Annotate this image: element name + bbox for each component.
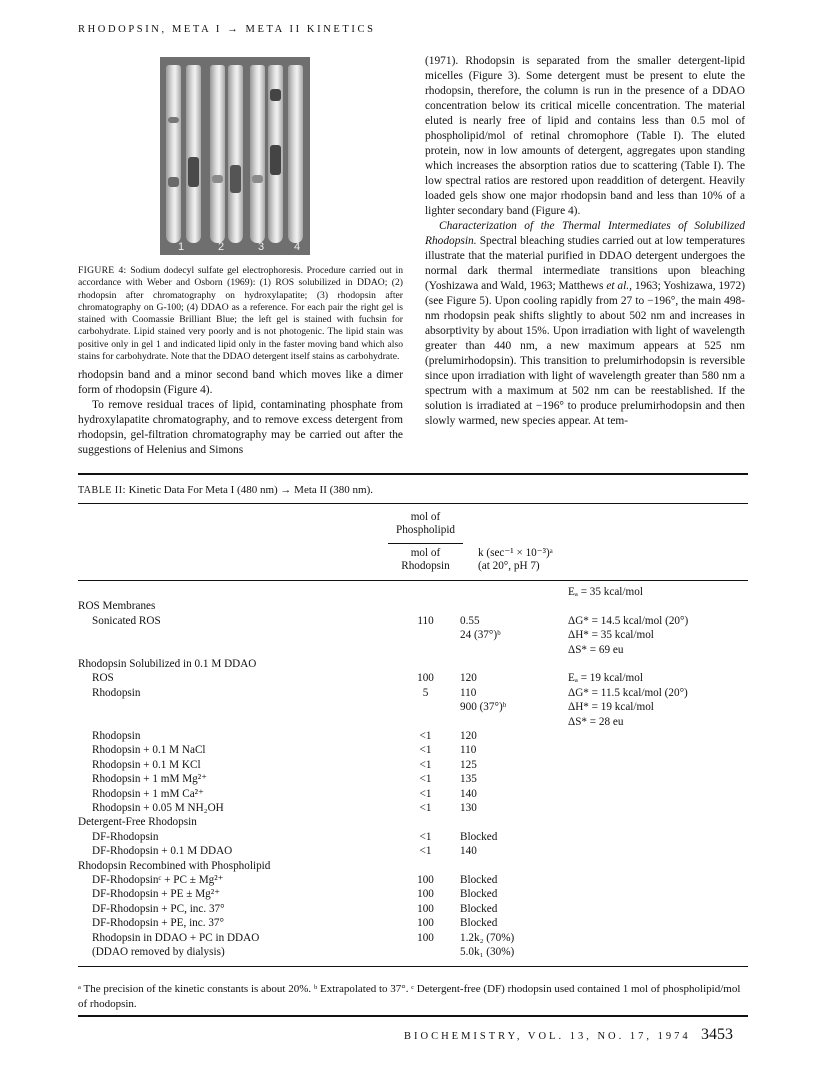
table-cell-c2: <1 <box>419 730 432 742</box>
table-cell-c3: Blocked <box>460 917 498 930</box>
table-cell-c1: Rhodopsin + 0.1 M NaCl <box>92 744 206 757</box>
table-cell-c1: DF-Rhodopsin + PE, inc. 37° <box>92 917 224 930</box>
table-cell-c4: ΔH* = 35 kcal/mol <box>568 629 654 642</box>
table-rule <box>78 503 748 504</box>
table-row <box>78 672 748 685</box>
table-cell-c1: (DDAO removed by dialysis) <box>92 946 225 958</box>
table-row <box>78 860 748 873</box>
paragraph: To remove residual traces of lipid, contaminating phosphate from hydroxylapatite chromatography, and to remove excess detergent from rhodopsin, gel-filtration chromatography may be carried out after the suggestions of Helenius and Simons <box>78 399 403 456</box>
lane-label: 4 <box>294 241 301 253</box>
table-row <box>78 816 748 829</box>
table-cell-c3: 900 (37°)ᵇ <box>460 701 507 714</box>
right-column-text <box>425 54 745 429</box>
table-footnote: ᵃ The precision of the kinetic constants is about 20%. ᵇ Extrapolated to 37°. ᶜ Detergent-free (DF) rhodopsin used contained 1 mol of phospholipid/mol of rhodopsin. <box>78 983 741 1010</box>
table-cell-c2: 100 <box>417 917 434 930</box>
gel-tube <box>186 65 201 243</box>
caption-text: Sodium dodecyl sulfate gel electrophoresis. Procedure carried out in accordance with Weber and Osborn (1969): (1) ROS solubilized in DDAO; (2) rhodopsin after chromatography on hydroxylapatite; (3) rhodopsin after chromatography on G-100; (4) DDAO as a reference. For each pair the right gel is stained with Coomassie Brilliant Blue; the left gel is stained with fuchsin for carbohydrate. Lipid stained very poorly and is not photogenic. The lipid stain was positive only in gel 1 and indicated lipid only in the faster moving band which also stains for carbohydrate. Note that the DDAO detergent itself stains as carbohydrate. <box>78 265 403 363</box>
paragraph-text: Spectral bleaching studies carried out at low temperatures illustrate that the material purified in DDAO detergent undergoes the normal dark thermal intermediate transitions upon bleaching (Yoshizawa and Wald, 1963; Matthews <box>425 235 745 292</box>
header-cell: (at 20°, pH 7) <box>478 560 540 572</box>
table-cell-c1: DF-Rhodopsin + 0.1 M DDAO <box>92 845 233 858</box>
table-row <box>78 802 748 815</box>
table-cell-c4: Eₐ = 35 kcal/mol <box>568 586 643 598</box>
table-row <box>78 946 748 959</box>
running-head: RHODOPSIN, META I → META II KINETICS <box>78 24 376 35</box>
table-row <box>78 773 748 786</box>
header-cell: k (sec⁻¹ × 10⁻³)ᵃ <box>478 547 553 559</box>
table-cell-c1: Rhodopsin + 0.05 M NH₂OH <box>92 802 224 814</box>
paragraph <box>425 219 745 429</box>
table-cell-c3: 135 <box>460 773 477 786</box>
table-row <box>78 658 748 671</box>
table-cell-c3: 120 <box>460 730 477 742</box>
table-top-rule <box>78 473 748 475</box>
table-cell-c2: 100 <box>417 888 434 901</box>
gel-tube <box>166 65 181 243</box>
table-row <box>78 687 748 700</box>
table-cell-c2: <1 <box>419 773 432 786</box>
table-row <box>78 932 748 945</box>
table-cell-c2: <1 <box>419 744 432 757</box>
table-cell-c2: <1 <box>419 758 432 771</box>
table-cell-c2: <1 <box>419 802 432 814</box>
table-cell-c2: 100 <box>417 902 434 915</box>
table-row <box>78 845 748 858</box>
table-cell-c3: 140 <box>460 845 477 858</box>
paragraph: rhodopsin band and a minor second band which moves like a dimer form of rhodopsin (Figure 4). <box>78 369 403 396</box>
table-cell-c1: DF-Rhodopsin + PE ± Mg²⁺ <box>92 888 221 901</box>
section-heading: Characterization of the Thermal Intermediates of Solubilized Rhodopsin. <box>425 220 745 247</box>
table-cell-c1: ROS <box>92 672 114 685</box>
table-cell-c1: DF-Rhodopsin + PC, inc. 37° <box>92 902 225 915</box>
table-title <box>78 484 373 496</box>
table-row <box>78 644 748 657</box>
table-cell-c4: ΔS* = 69 eu <box>568 643 624 656</box>
table-cell-c2: 100 <box>417 874 434 886</box>
table-cell-c3: Blocked <box>460 830 498 843</box>
table-cell-c1: ROS Membranes <box>78 600 156 613</box>
table-cell-c3: 24 (37°)ᵇ <box>460 629 501 642</box>
gel-tube <box>228 65 243 243</box>
table-header <box>78 511 748 581</box>
table-row <box>78 831 748 844</box>
table-row <box>78 701 748 714</box>
table-cell-c1: DF-Rhodopsinᶜ + PC ± Mg²⁺ <box>92 874 224 886</box>
table-row <box>78 917 748 930</box>
table-cell-c3: 120 <box>460 672 477 685</box>
table-cell-c2: 5 <box>422 686 429 699</box>
table-cell-c3: 110 <box>460 744 477 757</box>
table-cell-c3: Blocked <box>460 874 498 886</box>
gel-tube <box>268 65 283 243</box>
table-cell-c3: Blocked <box>460 888 498 901</box>
table-body <box>78 586 748 966</box>
table-cell-c3: 140 <box>460 787 477 800</box>
paragraph-text: 1963; Yoshizawa, 1972) (see Figure 5). Upon cooling rapidly from 27 to −196°, the main 498-nm rhodopsin peak shifts slightly to about 502 nm and increases in absorptivity by about 15%. Upon irradiation with light of wavelength greater than 440 nm, a new maximum appears at 525 nm (prelumirhodopsin). This transition to prelumirhodopsin is reversible since upon irradiation with light of wavelength greater than 580 nm a spectrum with a maximum at 502 nm can be reestablished. If the solution is irradiated at −196° to produce prelumirhodopsin and then slowly warmed, new species appear. At tem- <box>425 280 745 427</box>
table-row <box>78 874 748 887</box>
table-cell-c1: Rhodopsin Recombined with Phospholipid <box>78 859 271 872</box>
page-number: 3453 <box>701 1026 733 1043</box>
table-row <box>78 615 748 628</box>
paragraph: (1971). Rhodopsin is separated from the smaller detergent-lipid micelles (Figure 3). Some detergent must be present to elute the rhodopsin, therefore, the column is run in the presence of a DDAO concentration below its critical micelle concentration. The material eluted is nearly free of lipid and contains less than 0.5 mol of phospholipid/mol of retinal chromophore (Table I). The eluted protein, now in low amounts of detergent, aggregates upon standing which increases the absorption ratios due to scattering (Table I). The low spectral ratios are restored upon readdition of detergent. Heavily loaded gels show one major rhodopsin band and less than 10% of a lighter secondary band (Figure 4). <box>425 55 745 217</box>
table-cell-c4: ΔG* = 14.5 kcal/mol (20°) <box>568 614 689 627</box>
table-cell-c1: Detergent-Free Rhodopsin <box>78 816 197 829</box>
table-cell-c3: 125 <box>460 758 477 771</box>
lane-label: 1 <box>178 241 185 253</box>
journal-footer: BIOCHEMISTRY, VOL. 13, NO. 17, 1974 <box>404 1031 691 1042</box>
table-cell-c3: Blocked <box>460 902 498 915</box>
table-cell-c4: ΔS* = 28 eu <box>568 715 624 728</box>
table-cell-c2: 110 <box>417 614 434 627</box>
table-cell-c3: 5.0k₁ (30%) <box>460 946 515 958</box>
table-row <box>78 744 748 757</box>
table-cell-c2: 100 <box>417 672 434 685</box>
table-cell-c1: Rhodopsin <box>92 730 141 742</box>
table-row <box>78 730 748 743</box>
gel-tube <box>250 65 265 243</box>
lane-label: 3 <box>258 241 265 253</box>
table-cell-c1: Rhodopsin + 1 mM Ca²⁺ <box>92 787 204 800</box>
table-label: TABLE II: <box>78 485 126 496</box>
table-row <box>78 716 748 729</box>
table-rule <box>78 580 748 581</box>
table-cell-c3: 130 <box>460 802 477 814</box>
table-cell-c2: 100 <box>417 931 434 944</box>
table-cell-c3: 110 <box>460 686 477 699</box>
table-row <box>78 788 748 801</box>
fraction-rule <box>388 543 463 544</box>
table-cell-c4: ΔG* = 11.5 kcal/mol (20°) <box>568 686 688 699</box>
lane-label: 2 <box>218 241 225 253</box>
left-column-text <box>78 368 403 458</box>
table-row <box>78 586 748 599</box>
table-row <box>78 888 748 901</box>
table-row <box>78 903 748 916</box>
table-cell-c1: Rhodopsin + 0.1 M KCl <box>92 758 201 771</box>
table-cell-c1: Sonicated ROS <box>92 614 161 627</box>
table-cell-c2: <1 <box>419 830 432 843</box>
gel-electrophoresis-photo <box>160 57 310 255</box>
table-title-text: Kinetic Data For Meta I (480 nm) → Meta II (380 nm). <box>125 484 373 496</box>
header-cell: Rhodopsin <box>401 560 450 572</box>
table-row <box>78 629 748 642</box>
table-row <box>78 759 748 772</box>
table-cell-c3: 1.2k₂ (70%) <box>460 931 515 944</box>
figure-caption <box>78 265 403 363</box>
gel-tube <box>210 65 225 243</box>
table-cell-c4: Eₐ = 19 kcal/mol <box>568 672 643 685</box>
caption-label: FIGURE 4: <box>78 265 127 276</box>
header-cell: mol of <box>410 547 441 559</box>
table-cell-c4: ΔH* = 19 kcal/mol <box>568 701 654 714</box>
table-cell-c3: 0.55 <box>460 614 480 627</box>
table-cell-c1: Rhodopsin in DDAO + PC in DDAO <box>92 931 260 944</box>
table-cell-c1: Rhodopsin <box>92 686 141 699</box>
table-rule <box>78 966 748 967</box>
header-cell: Phospholipid <box>395 524 456 536</box>
header-cell: mol of <box>410 511 441 523</box>
table-cell-c2: <1 <box>419 787 432 800</box>
table-cell-c1: Rhodopsin + 1 mM Mg²⁺ <box>92 773 208 786</box>
table-cell-c1: Rhodopsin Solubilized in 0.1 M DDAO <box>78 658 257 670</box>
table-bottom-rule <box>78 1015 748 1017</box>
table-row <box>78 600 748 613</box>
et-al: et al., <box>606 280 632 292</box>
gel-tube <box>288 65 303 243</box>
table-cell-c2: <1 <box>419 845 432 858</box>
table-cell-c1: DF-Rhodopsin <box>92 830 159 843</box>
